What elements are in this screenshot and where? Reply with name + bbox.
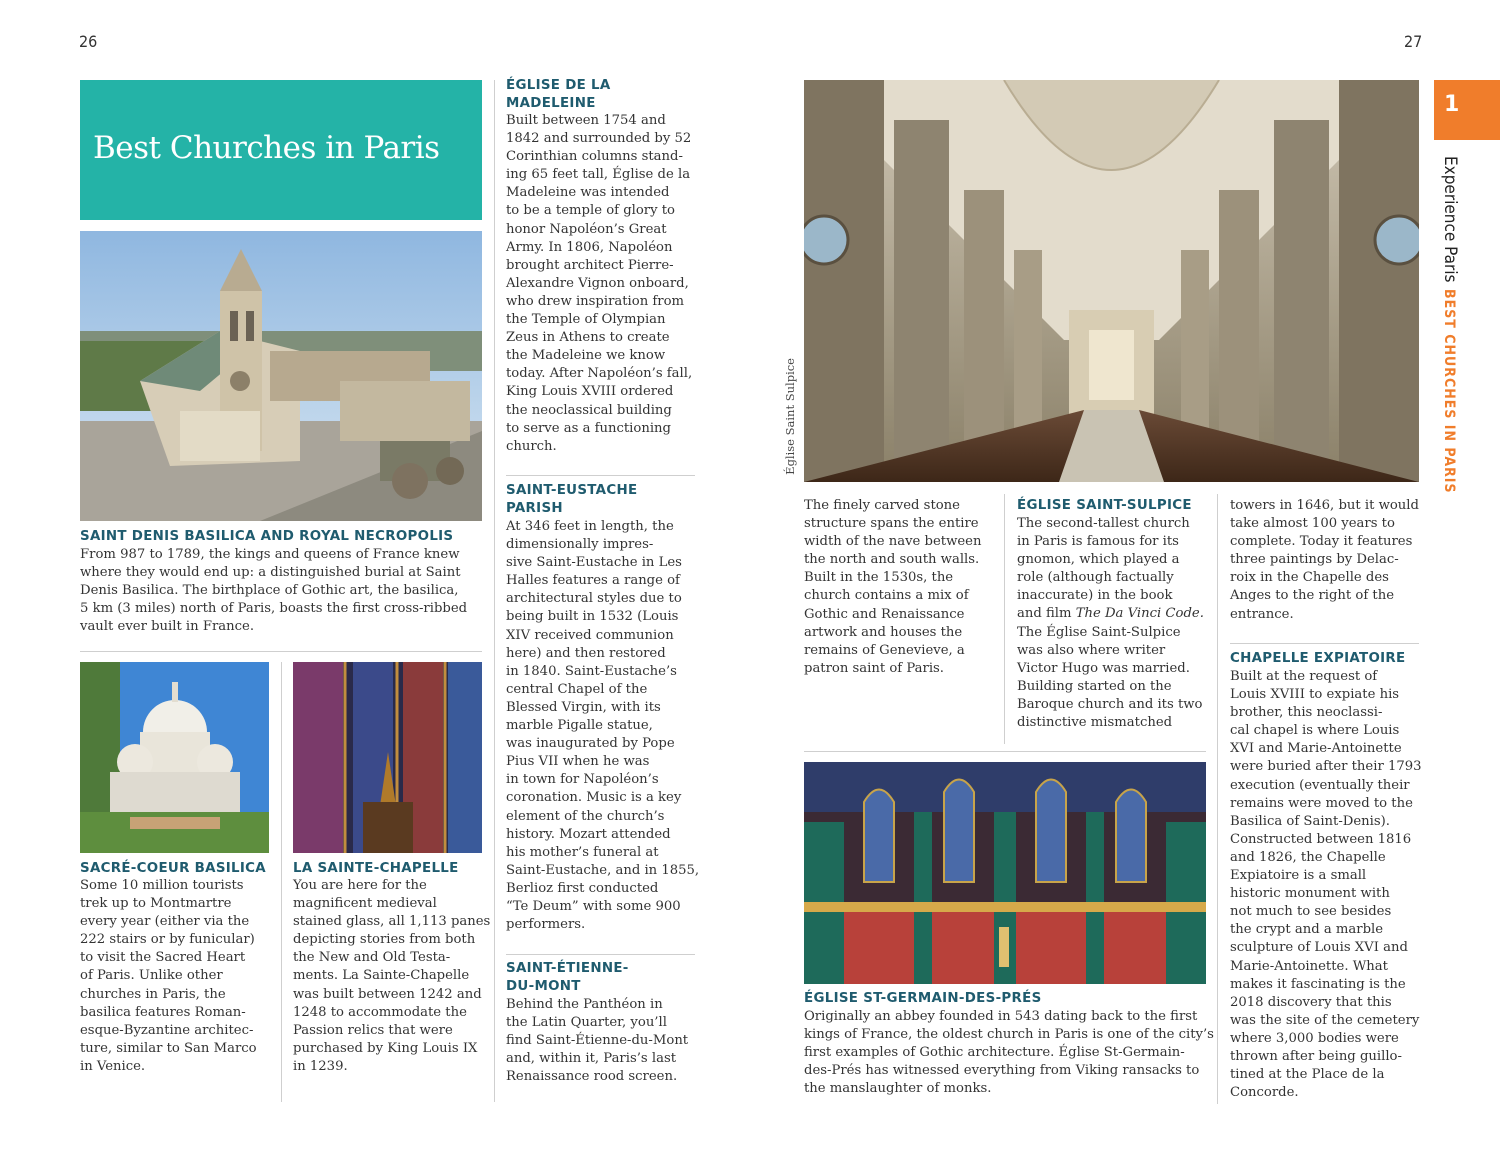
carved-stone-text: The finely carved stone structure spans the entire width of the nave between the north and south walls. Built in the 1530s, the church contains a mix of Gothic and Renaissance artwork and houses the remains of Genevieve, a patron saint of Paris. xyxy=(804,498,982,676)
st-germain-heading: ÉGLISE ST-GERMAIN-DES-PRÉS xyxy=(804,991,1042,1006)
saint-etienne-heading: SAINT-ÉTIENNE- DU-MONT xyxy=(506,961,629,994)
madeleine-text: Built between 1754 and 1842 and surrounded by 52 Corinthian columns stand- ing 65 feet tall, Église de la Madeleine was intended to be a temple of glory to honor Napoléon’s Great Army. In 1806, Napoléon brought architect Pierre- Alexandre Vignon onboard, who drew inspiration from the Temple of Olympian Zeus in Athens to create the Madeleine we know today. After Napoléon’s fall, King Louis XVIII ordered the neoclassical building to serve as a functioning church. xyxy=(506,113,693,454)
saint-eustache-text: At 346 feet in length, the dimensionally impres- sive Saint-Eustache in Les Halles features a range of architectural styles due to being built in 1532 (Louis XIV received communion here) and then restored in 1840. Saint-Eustache’s central Chapel of the Blessed Virgin, with its marble Pigalle statue, was inaugurated by Pope Pius VII when he was in town for Napoléon’s coronation. Music is a key element of the church’s history. Mozart attended his mother’s funeral at Saint-Eustache, and in 1855, Berlioz first conducted “Te Deum” with some 900 performers. xyxy=(506,519,700,933)
saint-sulpice-continued-text: towers in 1646, but it would take almost 100 years to complete. Today it features three paintings by Delac- roix in the Chapelle des Anges to the right of the entrance. xyxy=(1230,498,1419,622)
chapter-tab[interactable] xyxy=(1434,80,1500,140)
sacre-coeur-photo xyxy=(80,662,269,853)
photo-credit: Église Saint Sulpice xyxy=(783,358,797,475)
page-number-right: 27 xyxy=(1404,32,1423,51)
st-germain-text: Originally an abbey founded in 543 dating back to the first kings of France, the oldest church in Paris is one of the city’s first examples of Gothic architecture. Église St-Germain- des-Prés has witnessed everything from Viking ransacks to the manslaughter of monks. xyxy=(804,1009,1214,1097)
divider xyxy=(506,954,695,955)
saint-denis-text: From 987 to 1789, the kings and queens of France knew where they would end up: a distinguished burial at Saint Denis Basilica. The birthplace of Gothic art, the basilica, 5 km (3 miles) north of Paris, boasts the first cross-ribbed vault ever built in France. xyxy=(80,547,468,635)
chapter-title: Experience Paris xyxy=(1440,156,1460,283)
saint-eustache-heading: SAINT-EUSTACHE PARISH xyxy=(506,483,638,516)
divider xyxy=(506,475,695,476)
saint-sulpice-heading: ÉGLISE SAINT-SULPICE xyxy=(1017,498,1192,513)
sacre-coeur-heading: SACRÉ-COEUR BASILICA xyxy=(80,861,266,876)
saint-sulpice-interior-photo xyxy=(804,80,1419,482)
divider xyxy=(1004,494,1005,744)
saint-sulpice-text: The second-tallest church in Paris is famous for its gnomon, which played a role (although factually inaccurate) in the book and film The Da Vinci Code. The Église Saint-Sulpice was also where writer Victor Hugo was married. Building started on the Baroque church and its two distinctive mismatched xyxy=(1017,516,1204,731)
expiatoire-heading: CHAPELLE EXPIATOIRE xyxy=(1230,651,1406,666)
sainte-chapelle-photo xyxy=(293,662,482,853)
divider xyxy=(804,751,1206,752)
sainte-chapelle-heading: LA SAINTE-CHAPELLE xyxy=(293,861,459,876)
sacre-coeur-text: Some 10 million tourists trek up to Montmartre every year (either via the 222 stairs or by funicular) to visit the Sacred Heart of Paris. Unlike other churches in Paris, the basilica features Roman- esque-Byzantine architec- ture, similar to San Marco in Venice. xyxy=(80,878,257,1074)
chapter-number: 1 xyxy=(1444,92,1460,117)
divider xyxy=(281,662,282,1102)
sainte-chapelle-text: You are here for the magnificent medieval stained glass, all 1,113 panes depicting stories from both the New and Old Testa- ments. La Sainte-Chapelle was built between 1242 and 1248 to accommodate the Passion relics that were purchased by King Louis IX in 1239. xyxy=(293,878,491,1074)
saint-denis-basilica-photo xyxy=(80,231,482,521)
saint-denis-heading: SAINT DENIS BASILICA AND ROYAL NECROPOLIS xyxy=(80,529,454,544)
madeleine-heading: ÉGLISE DE LA MADELEINE xyxy=(506,78,611,111)
page-title: Best Churches in Paris xyxy=(93,130,440,166)
divider xyxy=(1230,643,1419,644)
st-germain-des-pres-interior-photo xyxy=(804,762,1206,984)
saint-etienne-text: Behind the Panthéon in the Latin Quarter, you’ll find Saint-Étienne-du-Mont and, within it, Paris’s last Renaissance rood screen. xyxy=(506,997,689,1085)
divider xyxy=(80,651,482,652)
section-label: BEST CHURCHES IN PARIS xyxy=(1441,289,1457,494)
divider xyxy=(1217,494,1218,1104)
divider xyxy=(494,80,495,1102)
title-banner xyxy=(80,80,482,220)
expiatoire-text: Built at the request of Louis XVIII to expiate his brother, this neoclassi- cal chapel is where Louis XVI and Marie-Antoinette were buried after their 1793 execution (eventually their remains were moved to the Basilica of Saint-Denis). Constructed between 1816 and 1826, the Chapelle Expiatoire is a small historic monument with not much to see besides the crypt and a marble sculpture of Louis XVI and Marie-Antoinette. What makes it fascinating is the 2018 discovery that this was the site of the cemetery where 3,000 bodies were thrown after being guillo- tined at the Place de la Concorde. xyxy=(1230,669,1422,1101)
page-number-left: 26 xyxy=(79,32,98,51)
